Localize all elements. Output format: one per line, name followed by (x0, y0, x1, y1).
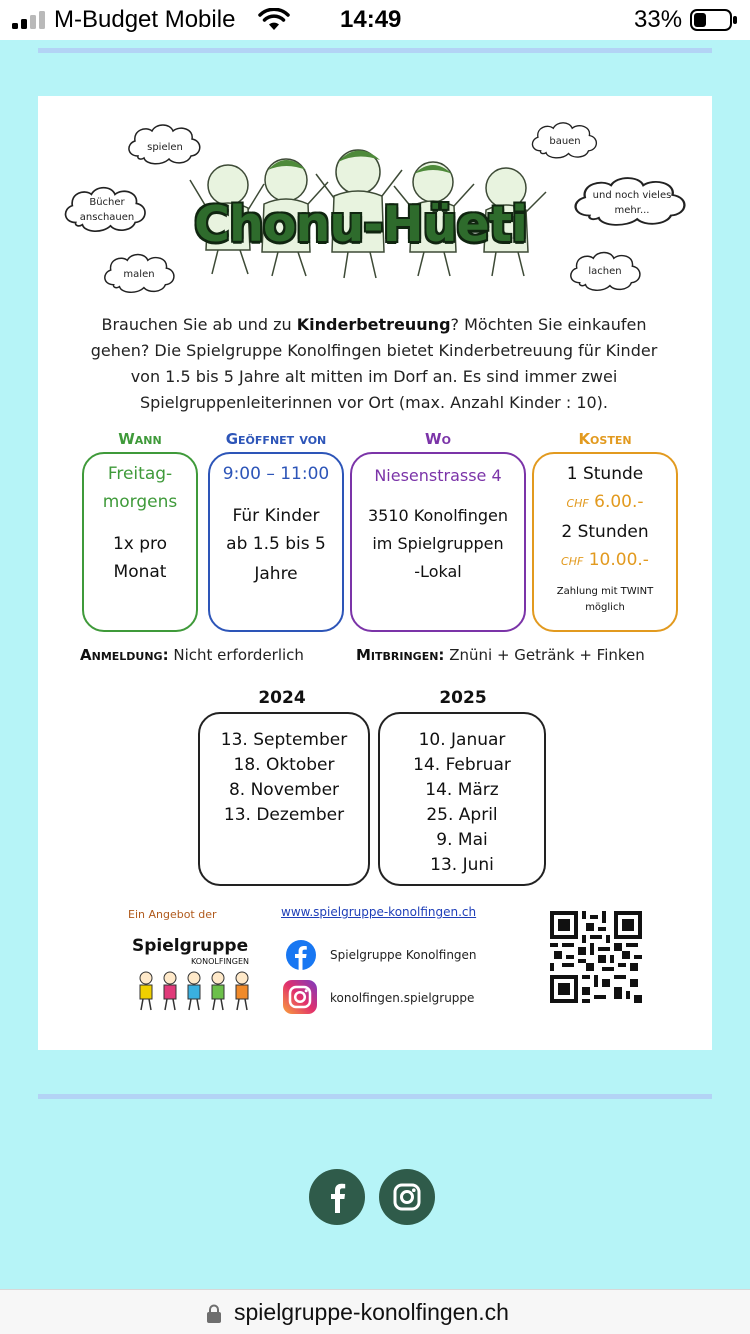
wifi-icon (258, 8, 290, 32)
website-link: www.spielgruppe-konolfingen.ch (281, 905, 477, 919)
date-item: 13. Juni (430, 855, 494, 875)
date-item: 8. November (228, 780, 340, 800)
heading-wo: Wo (425, 430, 451, 448)
clock: 14:49 (340, 6, 402, 33)
intro-text: Brauchen Sie ab und zu Kinderbetreuung? Möchten Sie einkaufen gehen? Die Spielgruppe Konolfingen bietet Kinderbetreuung für Kinder von 1.5 bis 5 Jahre alt mitten im Dorf an. Es sind immer zwei Spielgruppenleiterinnen vor Ort (max. Anzahl Kinder : 10). (90, 315, 658, 412)
dates-2025-box (378, 712, 546, 886)
box-geoeffnet (208, 452, 344, 632)
kids-logo (134, 968, 264, 1012)
instagram-icon (283, 980, 317, 1014)
kosten-price1: CHF 6.00.- (566, 492, 644, 512)
offer-label: Ein Angebot der (128, 908, 217, 921)
facebook-icon (325, 1181, 349, 1213)
year-2024: 2024 (258, 688, 306, 708)
instagram-name: konolfingen.spielgruppe (330, 991, 475, 1005)
wo-line3: im Spielgruppen (372, 534, 504, 553)
battery-percentage: 33% (634, 6, 683, 33)
box-kosten (532, 452, 678, 632)
wann-line3: 1x pro (112, 534, 168, 554)
facebook-icon (286, 940, 316, 970)
wo-street: Niesenstrasse 4 (374, 466, 502, 485)
instagram-button[interactable] (379, 1169, 435, 1225)
instagram-icon (393, 1183, 421, 1211)
wo-line2: 3510 Konolfingen (367, 506, 509, 525)
wann-line4: Monat (113, 562, 167, 582)
mitbringen-row: Mitbringen: Znüni + Getränk + Finken (356, 646, 645, 664)
org-name: Spielgruppe (132, 936, 249, 956)
org-subtitle: KONOLFINGEN (191, 957, 250, 966)
spielgruppe-poster (38, 96, 712, 1050)
date-item: 18. Oktober (233, 755, 335, 775)
date-item: 9. Mai (436, 830, 488, 850)
box-wo (350, 452, 526, 632)
wann-line2: morgens (102, 492, 178, 512)
carrier-name: M-Budget Mobile (54, 6, 236, 33)
offen-line4: Jahre (254, 564, 298, 584)
top-divider (38, 48, 712, 53)
offen-time: 9:00 – 11:00 (222, 464, 330, 484)
anmeldung-row: Anmeldung: Nicht erforderlich (80, 646, 304, 664)
wo-line4: -Lokal (414, 562, 462, 581)
browser-url-bar[interactable] (0, 1289, 750, 1334)
heading-kosten: Kosten (578, 430, 632, 448)
date-item: 10. Januar (418, 730, 506, 750)
facebook-button[interactable] (309, 1169, 365, 1225)
offen-line2: Für Kinder (232, 506, 320, 526)
heading-wann: Wann (118, 430, 162, 448)
kosten-line2: 2 Stunden (561, 522, 649, 542)
date-item: 13. Dezember (223, 805, 345, 825)
facebook-name: Spielgruppe Konolfingen (330, 948, 477, 962)
kosten-line1: 1 Stunde (566, 464, 644, 484)
kosten-price2: CHF 10.00.- (561, 550, 649, 570)
offen-line3: ab 1.5 bis 5 (226, 534, 326, 554)
box-wann (82, 452, 198, 632)
heading-geoeffnet: Geöffnet von (225, 430, 327, 448)
cloud-text-bauen: bauen (549, 136, 581, 147)
date-item: 13. September (220, 730, 348, 750)
date-item: 14. März (425, 780, 499, 800)
url-text[interactable]: spielgruppe-konolfingen.ch (234, 1299, 509, 1325)
qr-code (550, 911, 642, 1003)
cloud-text-mehr: und noch vieles mehr... (592, 190, 672, 216)
dates-2024-box (198, 712, 370, 886)
cloud-text-lachen: lachen (588, 266, 622, 277)
status-bar (0, 0, 750, 40)
cloud-text-buecher: Bücher anschauen (79, 197, 135, 223)
date-item: 14. Februar (413, 755, 511, 775)
kosten-twint2: möglich (585, 602, 625, 613)
lock-icon (206, 1304, 222, 1324)
kosten-twint1: Zahlung mit TWINT (556, 586, 654, 597)
wann-line1: Freitag- (107, 464, 173, 484)
poster-title: Chonu-Hüeti (194, 196, 527, 253)
year-2025: 2025 (439, 688, 487, 708)
date-item: 25. April (426, 805, 498, 825)
signal-icon (12, 11, 48, 29)
battery-icon (690, 9, 738, 31)
bottom-divider (38, 1094, 712, 1099)
cloud-text-spielen: spielen (147, 142, 183, 153)
cloud-text-malen: malen (123, 269, 155, 280)
